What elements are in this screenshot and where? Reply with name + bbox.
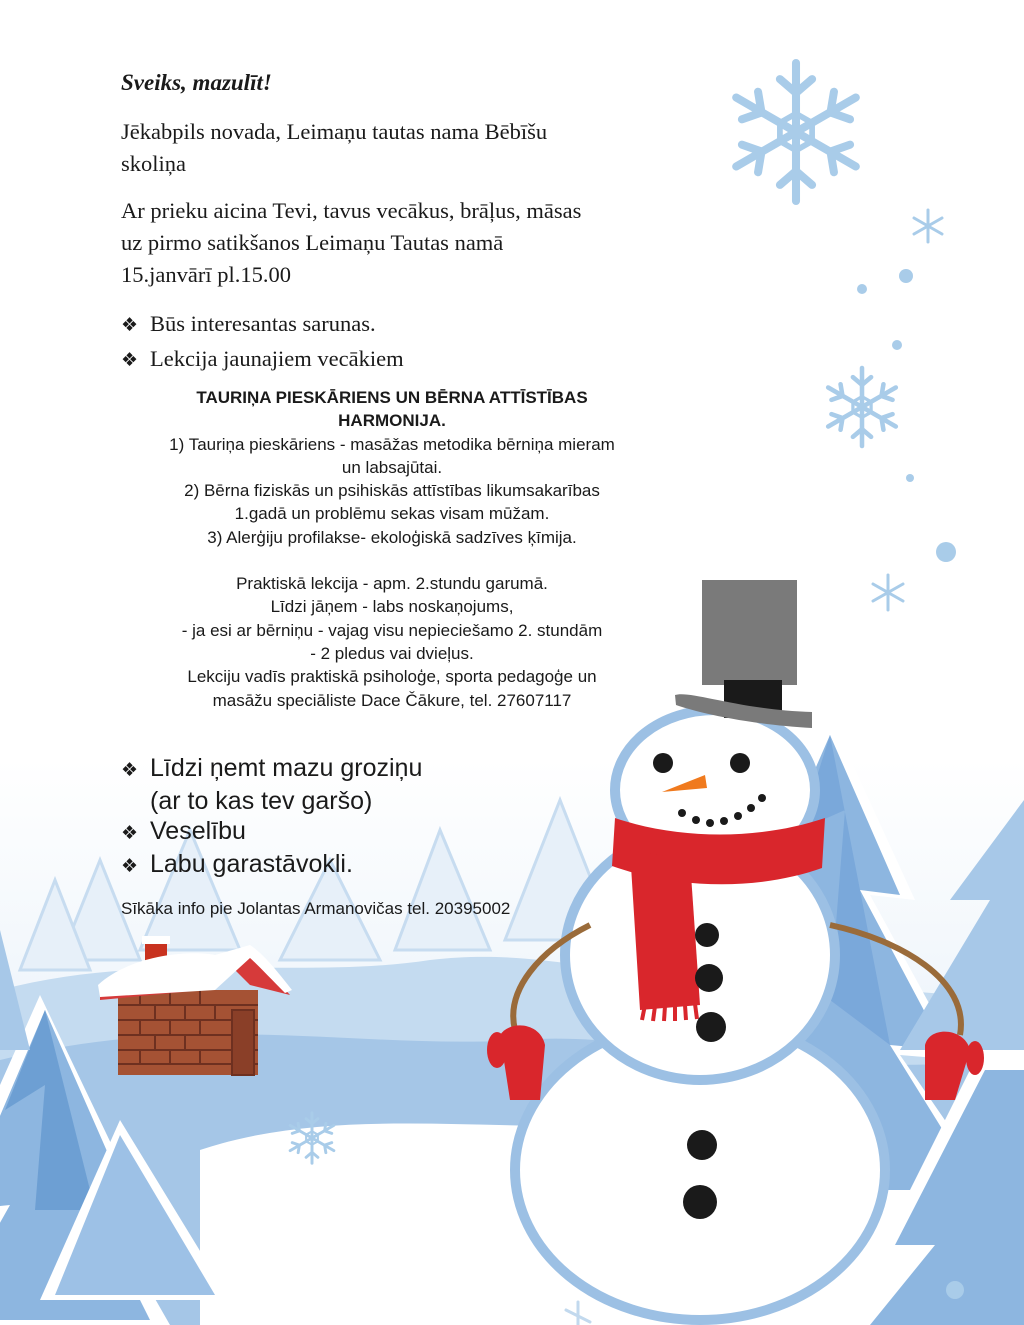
- bullet-icon: ❖: [121, 759, 139, 781]
- greeting: Sveiks, mazulīt!: [121, 70, 272, 95]
- lecture-detail: Līdzi jāņem - labs noskaņojums,: [270, 597, 514, 617]
- bullet-icon: ❖: [121, 822, 139, 844]
- lecture-detail: Praktiskā lekcija - apm. 2.stundu garumā.: [236, 574, 548, 594]
- snowflake-icon: [828, 368, 896, 446]
- lecture-topic: 1.gadā un problēmu sekas visam mūžam.: [234, 504, 550, 524]
- invite-line: uz pirmo satikšanos Leimaņu Tautas namā: [121, 230, 504, 255]
- lecture-detail: - ja esi ar bērniņu - vajag visu nepieciešamo 2. stundām: [181, 620, 603, 640]
- lecture-topic: 3) Alerģiju profilakse- ekoloģiskā sadzīves ķīmija.: [207, 527, 577, 547]
- list-item: ❖ Labu garastāvokli.: [121, 849, 422, 882]
- invite-line: Ar prieku aicina Tevi, tavus vecākus, brāļus, māsas: [121, 198, 582, 223]
- bring-list: [121, 753, 422, 881]
- lecture-topic: 2) Bērna fiziskās un psihiskās attīstības likumsakarības: [184, 481, 600, 501]
- intro-line: Jēkabpils novada, Leimaņu tautas nama Bēbīšu: [121, 119, 548, 144]
- highlights-list: [121, 307, 404, 377]
- bullet-icon: ❖: [121, 854, 139, 877]
- snowflake-icon: [736, 63, 856, 201]
- list-item: ❖ Būs interesantas sarunas.: [121, 307, 404, 342]
- lecture-topic: 1) Tauriņa pieskāriens - masāžas metodika bērniņa mieram: [169, 434, 615, 454]
- list-item: ❖ Lekcija jaunajiem vecākiem: [121, 342, 404, 377]
- lecture-details: [110, 386, 674, 712]
- intro-paragraph: [121, 116, 641, 180]
- list-item-continuation: (ar to kas tev garšo): [150, 786, 373, 815]
- invitation-paragraph: [121, 195, 681, 291]
- lecture-detail: Lekciju vadīs praktiskā psiholoģe, sporta pedagoģe un: [187, 667, 597, 687]
- lecture-detail: masāžu speciāliste Dace Čākure, tel. 27607117: [212, 690, 572, 710]
- lecture-detail: - 2 pledus vai dvieļus.: [310, 643, 474, 663]
- intro-line: skoliņa: [121, 151, 186, 176]
- lecture-title: HARMONIJA.: [338, 411, 446, 431]
- snowflake-icon: [873, 575, 903, 610]
- list-item: ❖ Veselību: [121, 816, 422, 849]
- invite-date: 15.janvārī pl.15.00: [121, 262, 291, 287]
- bullet-icon: ❖: [121, 349, 139, 371]
- snowflake-icon: [914, 210, 942, 242]
- more-info: Sīkāka info pie Jolantas Armanovičas tel. 20395002: [121, 899, 511, 918]
- lecture-topic: un labsajūtai.: [341, 457, 443, 477]
- list-item: ❖ Līdzi ņemt mazu groziņu: [121, 753, 422, 786]
- lecture-title: TAURIŅA PIESKĀRIENS UN BĒRNA ATTĪSTĪBAS: [196, 388, 588, 407]
- bullet-icon: ❖: [121, 314, 139, 336]
